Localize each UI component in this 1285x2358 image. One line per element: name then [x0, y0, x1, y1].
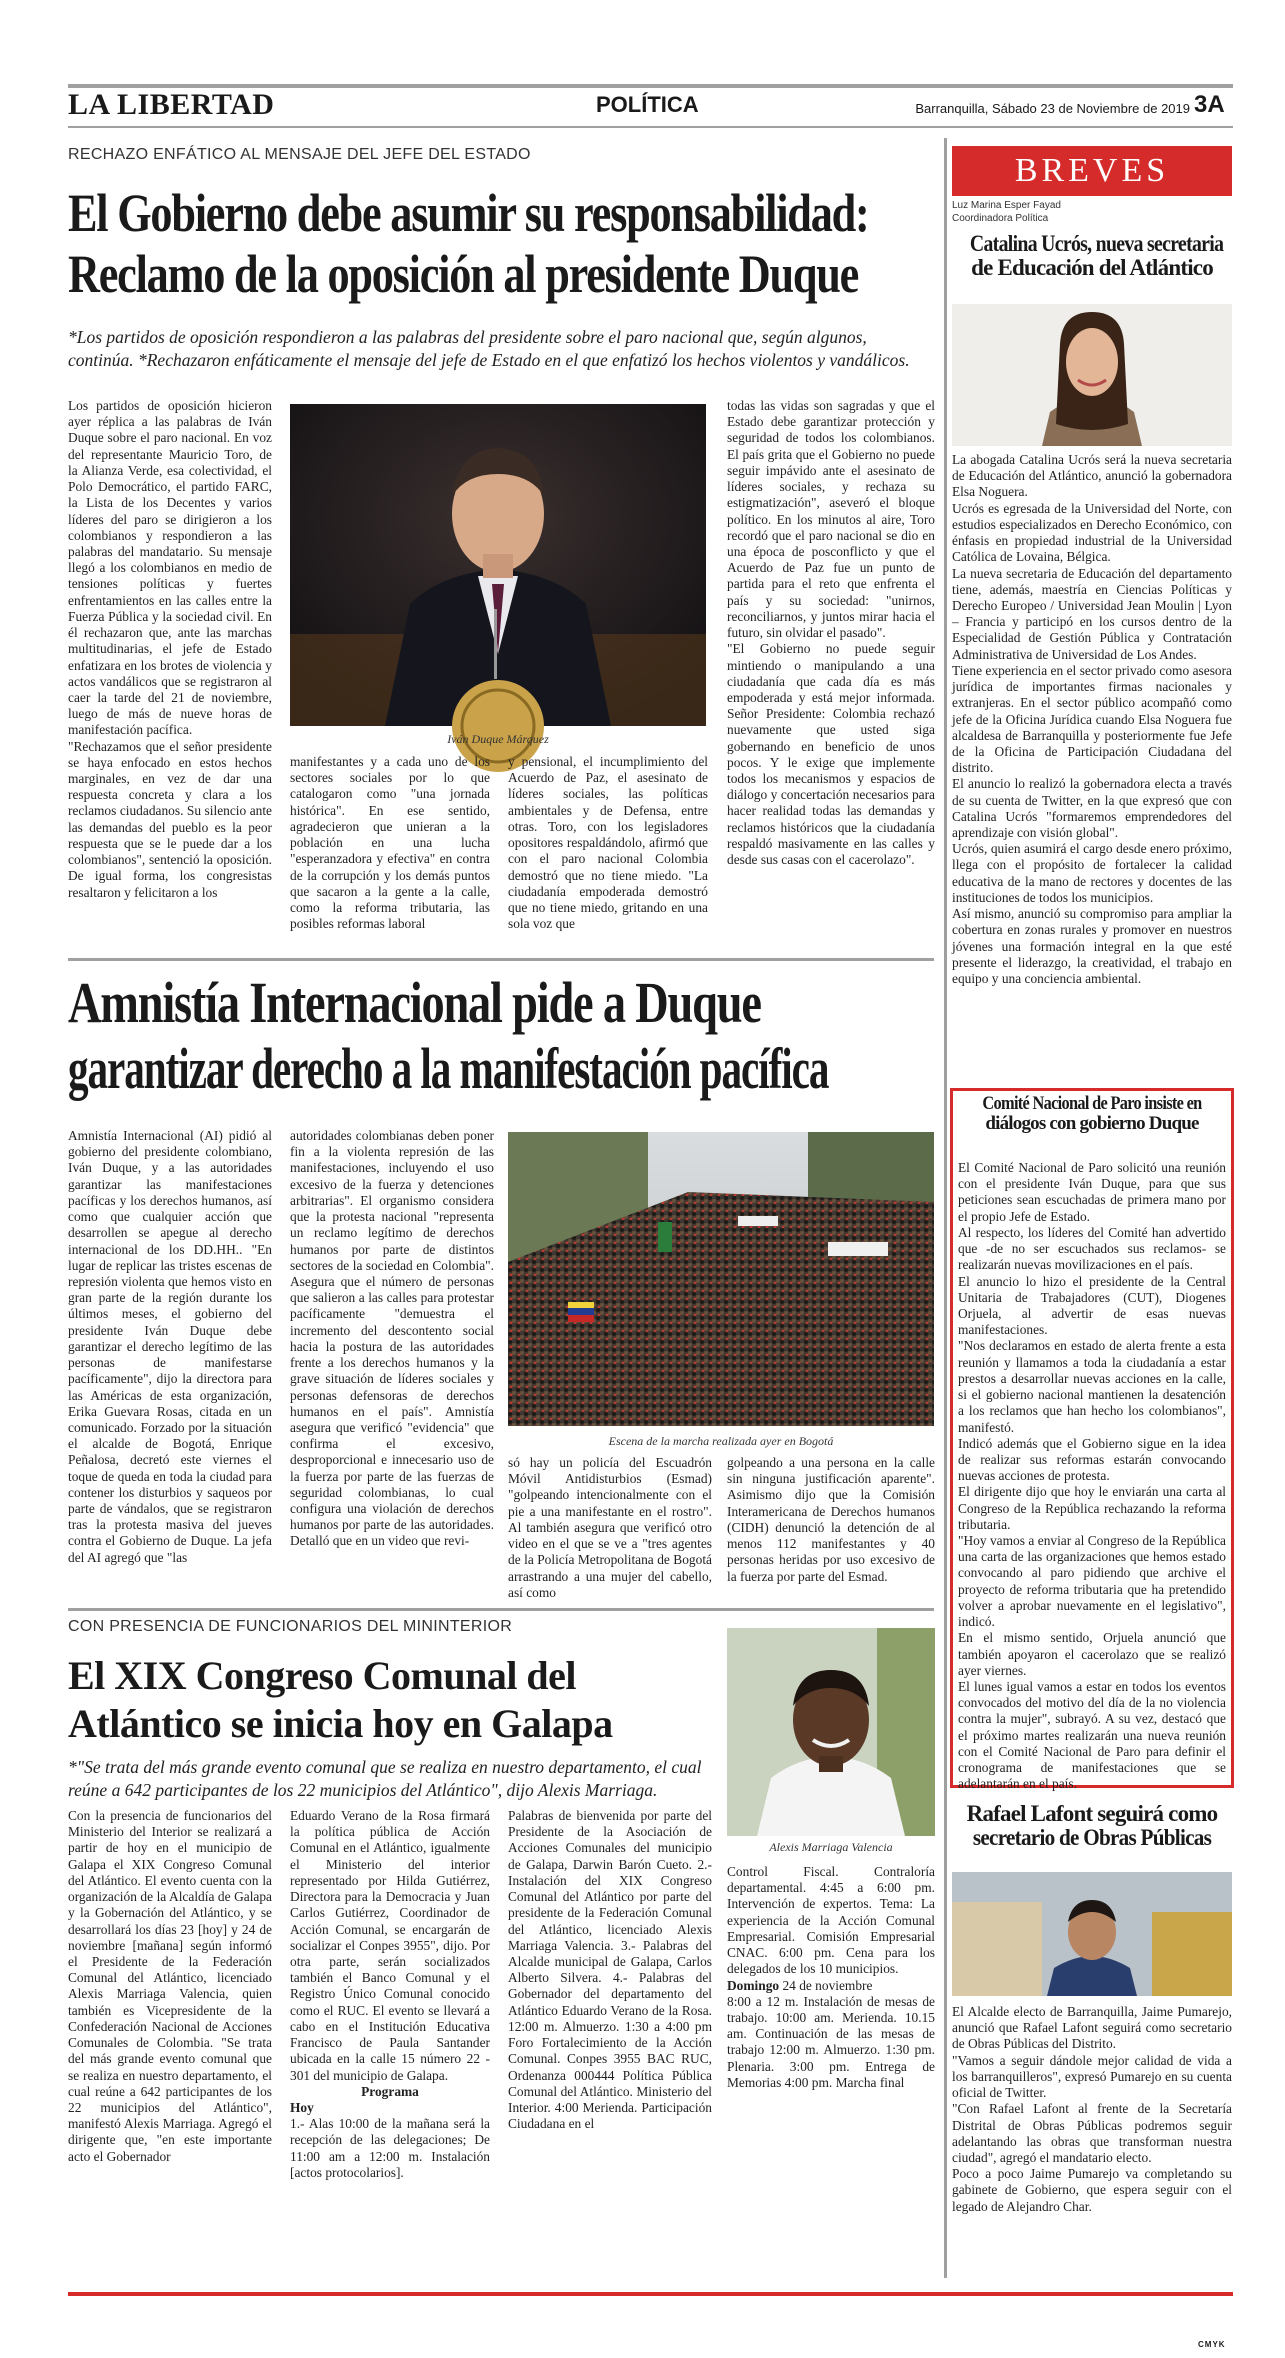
breves-banner: BREVES [952, 146, 1232, 196]
amnesty-bottom-rule [68, 1608, 934, 1611]
lead-deck: *Los partidos de oposición respondieron a las palabras del presidente sobre el paro nacional que, según algunos, continúa. *Rechazaron enfáticamente el mensaje del jefe de Estado en el que enfatizó los hechos violentos y vandálicos. [68, 327, 910, 370]
congress-column-1: Con la presencia de funcionarios del Ministerio del Interior se realizará a partir de hoy en el municipio de Galapa el XIX Congreso Comunal del Atlántico. El evento cuenta con la organización de la Alcaldía de Galapa y la Gobernación del Atlántico, y se desarrollará los días 23 [hoy] y 24 de noviembre [mañana] según informó el Presidente de la Federación Comunal del Atlántico, licenciado Alexis Marriaga Valencia, quien también es Vicepresidente de la Confederación Nacional de Acciones Comunales de Colombia. "Se trata del más grande evento comunal que se realiza en nuestro departamento, el cual reúne a 642 participantes de los 22 municipios del Atlántico", manifestó Alexis Marriaga. Agregó el dirigente que, "en este importante acto el Gobernador [68, 1808, 272, 2164]
marriaga-photo [727, 1628, 935, 1836]
lead-column-3: y pensional, el incumplimiento del Acuerdo de Paz, el asesinato de líderes sociales, las políticas ambientales y de Defensa, entre otras. Toro, con los legisladores opositores respaldándolo, afirmó que con el paro nacional Colombia demostró que no tiene miedo. "La ciudadanía empoderada demostró que no tiene miedo, gritando en una sola voz que [508, 754, 708, 932]
congress-column-2: Eduardo Verano de la Rosa firmará la política pública de Acción Comunal en el Atlántico, igualmente el Ministerio del interior representado por Hilda Gutiérrez, Directora para la Democracia y Juan Carlos Gutiérrez, Coordinador de Acción Comunal, se encargarán de socializar el Conpes 3955", dijo. Por otra parte, serán socializados también el Banco Comunal y el Registro Único Comunal conocido como el RUC. El evento se llevará a cabo en el Institución Educativa Francisco de Paula Santander ubicada en la calle 15 número 22 - 301 del municipio de Galapa. Programa Hoy 1.- Alas 10:00 de la mañana será la recepción de las delegaciones; De 11:00 am a 12:00 m. Instalación [actos protocolarios]. [290, 1808, 490, 2180]
congress-kicker: CON PRESENCIA DE FUNCIONARIOS DEL MININTERIOR [68, 1618, 513, 1635]
congress-deck: *"Se trata del más grande evento comunal que se realiza en nuestro departamento, el cual reúne a 642 participantes de los 22 municipios del Atlántico", dijo Alexis Marriaga. [68, 1757, 702, 1800]
lead-headline-line2: Reclamo de la oposición al presidente Duque [68, 244, 859, 304]
day2-heading: Domingo [727, 1977, 780, 1993]
breve3-body: El Alcalde electo de Barranquilla, Jaime Pumarejo, anunció que Rafael Lafont seguirá como secretario de Obras Públicas del Distrito. "Vamos a seguir dándole mejor calidad de vida a los barranquilleros", expresó Pumarejo en su cuenta oficial de Twitter. "Con Rafael Lafont al frente de la Secretaría Distrital de Obras Públicas podremos seguir adelantando las obras que transforman nuestra ciudad", agregó el mandatario electo. Poco a poco Jaime Pumarejo va completando su gabinete de Gobierno, que espera seguir con el legado de Alejandro Char. [952, 2004, 1232, 2214]
amnesty-headline-line2: garantizar derecho a la manifestación pacífica [68, 1036, 829, 1101]
lead-headline-line1: El Gobierno debe asumir su responsabilidad: [68, 183, 869, 243]
march-photo-caption: Escena de la marcha realizada ayer en Bogotá [608, 1434, 834, 1448]
amnesty-column-2: autoridades colombianas deben poner fin a la violenta represión de las manifestaciones, incluyendo el uso excesivo de la fuerza y detenciones arbitrarias". El organismo considera que la protesta nacional "representa un reclamo legítimo de derechos humanos por parte de distintos sectores de la sociedad en Colombia". Asegura que el número de personas que salieron a las calles para protestar pacíficamente "demuestra el incremento del descontento social hacia la postura de las autoridades frente a los derechos humanos y la grave situación de líderes sociales y personas defensoras de derechos humanos en el país". Amnistía asegura que verificó "evidencia" que confirma el excesivo, desproporcional e innecesario uso de la fuerza por parte de las fuerzas de seguridad colombianas, lo cual configura una violación de derechos humanos por parte de las autoridades. Detalló que en un video que revi- [290, 1128, 494, 1549]
amnesty-column-3: só hay un policía del Escuadrón Móvil Antidisturbios (Esmad) "golpeando intencionalmente con el pie a una manifestante en el rostro". Al también asegura que verificó otro video en el que se ve a "tres agentes de la Policía Metropolitana de Bogotá arrastrando a una mujer del cabello, así como [508, 1455, 712, 1600]
sidebar-divider [944, 138, 947, 2278]
lafont-photo [952, 1872, 1232, 1996]
lead-bottom-rule [68, 958, 934, 961]
marriaga-photo-caption: Alexis Marriaga Valencia [769, 1840, 893, 1854]
congress-column-3: Palabras de bienvenida por parte del Presidente de la Asociación de Acciones Comunales del municipio de Galapa, Darwin Barón Cueto. 2.- Instalación del XIX Congreso Comunal del Atlántico por parte del presidente de la Federación Comunal del Atlántico, licenciado Alexis Marriaga Valencia. 3.- Palabras del Alcalde municipal de Galapa, Carlos Alberto Silvera. 4.- Palabras del Gobernador del departamento del Atlántico Eduardo Verano de la Rosa. 12:00 m. Almuerzo. 1:30 a 4:00 pm Foro Fortalecimiento de la Acción Comunal. Conpes 3955 BAC RUC, Ordenanza 000444 Política Pública Comunal del Atlántico. Ministerio del Interior. 4:00 Merienda. Participación Ciudadana en el [508, 1808, 712, 2132]
lafont-photo-illustration [952, 1872, 1232, 1996]
lead-kicker: RECHAZO ENFÁTICO AL MENSAJE DEL JEFE DEL ESTADO [68, 146, 531, 163]
section-name: POLÍTICA [596, 92, 699, 117]
breves-byline: Luz Marina Esper Fayad Coordinadora Política [952, 200, 1061, 224]
amnesty-column-1: Amnistía Internacional (AI) pidió al gobierno del presidente colombiano, Iván Duque, y a las autoridades garantizar las manifestaciones pacíficas y los derechos humanos, así como que cualquier acción que desarrollen se apegue al derecho internacional de los DD.HH.. "En lugar de replicar las tristes escenas de represión violenta que hemos visto en gran parte de la región durante los últimos meses, el gobierno del presidente Iván Duque debe garantizar el derecho legítimo de las personas de manifestarse pacíficamente", dijo la directora para las Américas de esta organización, Erika Guevara Rosas, citada en un comunicado. Forzado por la situación el alcalde de Bogotá, Enrique Peñalosa, decretó este viernes el toque de queda en toda la ciudad para contener los disturbios y saqueos por parte de vándalos, que se registraron tras la protesta masiva del jueves contra el Gobierno de Duque. La jefa del AI agregó que "las [68, 1128, 272, 1565]
breve3-headline: Rafael Lafont seguirá como secretario de Obras Públicas [966, 1801, 1218, 1851]
congress-column-4: Control Fiscal. Contraloría departamental. 4:45 a 6:00 pm. Intervención de expertos. Tema: La experiencia de la Acción Comunal Empresarial. Comisión Empresarial CNAC. 6:00 pm. Cena para los delegados de los 10 municipios. Domingo 24 de noviembre 8:00 a 12 m. Instalación de mesas de trabajo. 10:00 am. Merienda. 10.15 am. Continuación de las mesas de trabajo 12:00 m. Almuerzo. 1:30 pm. Plenaria. 3:00 pm. Entrega de Memorias 4:00 pm. Marcha final [727, 1864, 935, 2090]
cmyk-mark: CMYK [1198, 2340, 1226, 2349]
footer-rule [68, 2292, 1233, 2296]
page-number: 3A [1194, 91, 1225, 118]
marriaga-photo-illustration [727, 1628, 935, 1836]
day1-heading: Hoy [290, 2099, 314, 2115]
breve2-headline: Comité Nacional de Paro insiste en diálogos con gobierno Duque [982, 1093, 1202, 1134]
paper-name: LA LIBERTAD [68, 88, 275, 121]
breve1-headline: Catalina Ucrós, nueva secretaria de Educación del Atlántico [969, 231, 1224, 281]
lead-column-2: manifestantes y a cada uno de los sectores sociales por lo que catalogaron como "una jornada histórica". En ese sentido, agradecieron que unieran a la población en una lucha "esperanzadora y efectiva" en contra de la corrupción y los demás puntos que sacaron a la gente a la calle, como la reforma tributaria, las posibles reformas laboral [290, 754, 490, 932]
amnesty-column-4: golpeando a una persona en la calle sin ninguna justificación aparente". Asimismo dijo que la Comisión Interamericana de Derechos humanos (CIDH) denunció la detención de al menos 112 manifestantes y 40 personas heridas por uso excesivo de la fuerza por parte del Esmad. [727, 1455, 935, 1584]
breve2-body: El Comité Nacional de Paro solicitó una reunión con el presidente Iván Duque, para que sus peticiones sean escuchadas de primera mano por el propio Jefe de Estado. Al respecto, los líderes del Comité han advertido que -de no ser escuchados sus reclamos- se realizarán nuevas movilizaciones en el país. El anuncio lo hizo el presidente de la Central Unitaria de Trabajadores (CUT), Diogenes Orjuela, al advertir de esas nuevas manifestaciones. "Nos declaramos en estado de alerta frente a esta reunión y llamamos a toda la ciudadanía a estar prestos a desarrollar nuevas acciones en la calle, si el gobierno nacional mantienen la desatención a los reclamos que han hecho los colombianos", manifestó. Indicó además que el Gobierno sigue en la idea de realizar sus reformas estarán convocando nuevas acciones de protesta. El dirigente dijo que hoy le enviarán una carta al Congreso de la República rechazando la reforma tributaria. "Hoy vamos a enviar al Congreso de la República una carta de las organizaciones que hemos estado convocando al paro pidiendo que archive el proyecto de reforma tributaria que ha pretendido volver a aprobar nuevamente en el legislativo", indicó. En el mismo sentido, Orjuela anunció que también apoyaron el cacerolazo que se realizó ayer viernes. El lunes igual vamos a estar en todos los eventos convocados del motivo del día de la no violencia contra la mujer", subrayó. A su vez, destacó que el próximo martes realizarán una nueva reunión con el Comité Nacional de Paro para definir el cronograma de manifestaciones que se adelantarán en el país. [958, 1160, 1226, 1792]
duque-photo [290, 404, 706, 726]
ucros-photo-illustration [952, 304, 1232, 446]
duque-photo-illustration [290, 404, 706, 726]
breve1-body: La abogada Catalina Ucrós será la nueva secretaria de Educación del Atlántico, anunció la gobernadora Elsa Noguera. Ucrós es egresada de la Universidad del Norte, con estudios especializados en Derecho Económico, con énfasis en propiedad industrial de la Universidad Católica de Lovaina, Bélgica. La nueva secretaria de Educación del departamento tiene, además, maestría en Ciencias Políticas y Derecho Europeo / Universidad Jean Moulin | Lyon – Francia y participó en los cursos dentro de la Especialidad de Gestión Pública y Contratación Administrativa de Universidad de Los Andes. Tiene experiencia en el sector privado como asesora jurídica de importantes firmas nacionales y extranjeras. En el sector público acompañó como jefe de la Oficina Jurídica cuando Elsa Noguera fue alcaldesa de Barranquilla y posteriormente fue Jefe de la Oficina de Participación Ciudadana del distrito. El anuncio lo realizó la gobernadora electa a través de su cuenta de Twitter, en la que expresó que con Catalina Ucrós "formaremos emprendedores del aprendizaje con visión global". Ucrós, quien asumirá el cargo desde enero próximo, llega con el propósito de fortalecer la calidad educativa de la mano de rectores y docentes de las instituciones de todos los municipios. Así mismo, anunció su compromiso para ampliar la cobertura en zonas rurales y promover en nuestros jóvenes una formación integral en la que esté presente el liderazgo, la creatividad, el trabajo en equipo y una conciencia ambiental. [952, 452, 1232, 986]
congress-headline-line2: Atlántico se inicia hoy en Galapa [68, 1701, 613, 1746]
duque-photo-caption: Iván Duque Márquez [447, 732, 549, 746]
ucros-photo [952, 304, 1232, 446]
dateline: Barranquilla, Sábado 23 de Noviembre de 2019 [915, 101, 1190, 116]
march-photo [508, 1132, 934, 1426]
program-heading: Programa [361, 2083, 419, 2099]
lead-column-1: Los partidos de oposición hicieron ayer réplica a las palabras de Iván Duque sobre el paro nacional. En voz del representante Mauricio Toro, de la Alianza Verde, esa colectividad, el Polo Democrático, el partido FARC, la Lista de los Decentes y varios líderes del paro se dirigieron a los colombianos y respondieron a las palabras del mandatario. Su mensaje llegó a los colombianos en medio de tensiones políticas y fuertes enfrentamientos en las calles entre la Fuerza Pública y la sociedad civil. En él rechazaron que, ante las marchas multitudinarias, el jefe de Estado enfatizara en los brotes de violencia y actos vandálicos que se registraron al caer la tarde del 21 de noviembre, luego de más de nueve horas de manifestación pacífica. "Rechazamos que el señor presidente se haya enfocado en estos hechos marginales, en vez de dar una respuesta concreta y clara a los reclamos ciudadanos. Su silencio ante las demandas del pueblo es la peor respuesta que se le puede dar a los colombianos", sentenció la oposición. De igual forma, los congresistas resaltaron y felicitaron a los [68, 398, 272, 900]
lead-column-4: todas las vidas son sagradas y que el Estado debe garantizar protección y seguridad de todos los colombianos. El país grita que el Gobierno no puede seguir impávido ante el asesinato de líderes sociales, y rechaza su estigmatización", aseveró el bloque político. En los minutos al aire, Toro recordó que el paro nacional se dio en una época de posconflicto y que el Acuerdo de Paz fue un punto de partida para el reto que enfrenta el país y su sociedad: "unirnos, reconciliarnos, y juntos mirar hacia el futuro, sin olvidar el pasado". "El Gobierno no puede seguir mintiendo o manipulando a una ciudadanía que cada día es más empoderada y está mejor informada. Señor Presidente: Colombia rechazó nuevamente que usted siga gobernando en beneficio de unos pocos. Y le exige que implemente todos los mecanismos y espacios de diálogo y concertación necesarios para hacer realidad todas las demandas y reclamos históricos que la ciudadanía respaldó masivamente en las calles y desde sus casas con el cacerolazo". [727, 398, 935, 868]
masthead-bottom-rule [68, 126, 1233, 128]
march-photo-illustration [508, 1132, 934, 1426]
amnesty-headline-line1: Amnistía Internacional pide a Duque [68, 970, 761, 1035]
congress-headline-line1: El XIX Congreso Comunal del [68, 1653, 577, 1698]
